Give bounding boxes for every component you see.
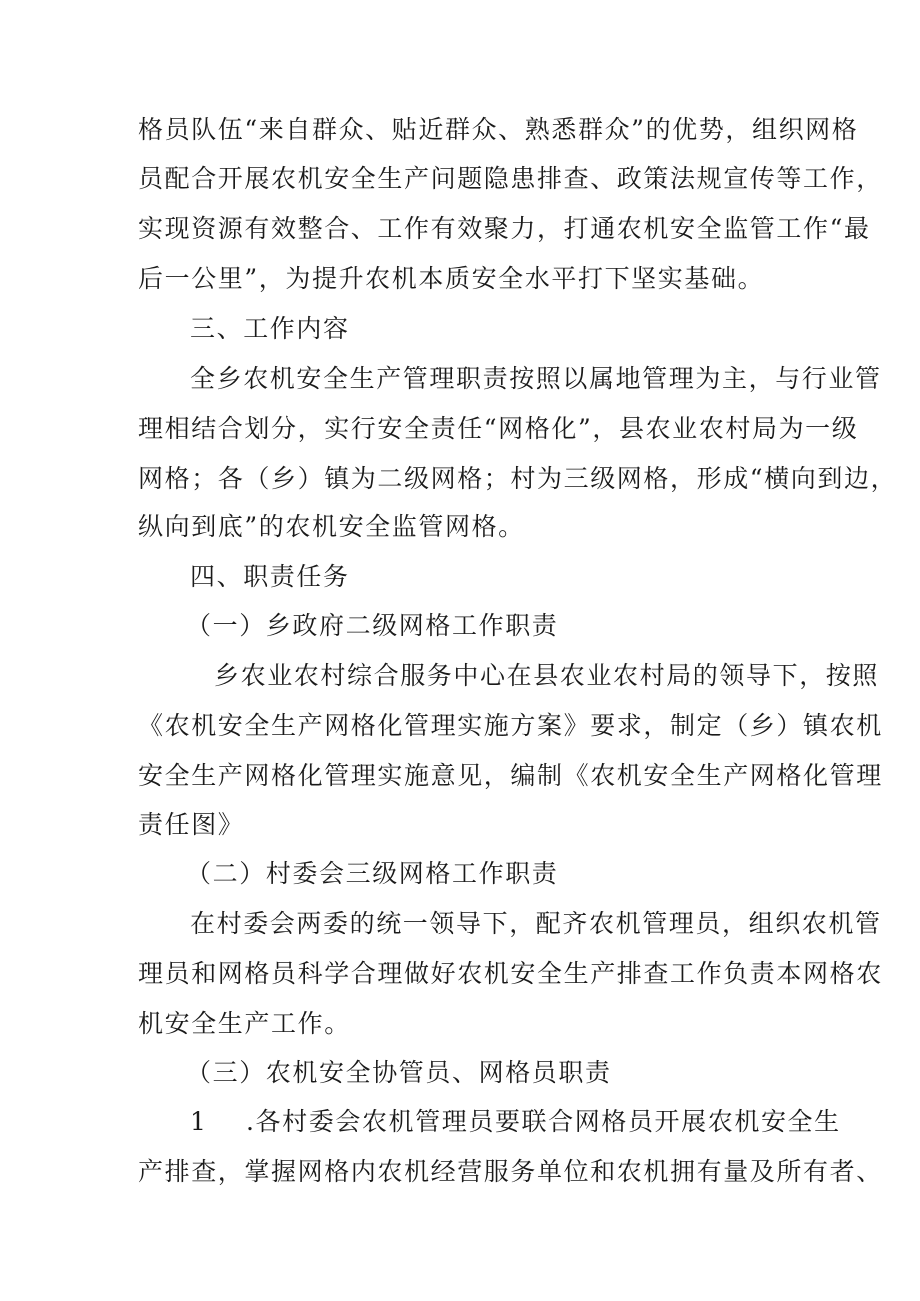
paragraph-line: 责任图》 <box>138 810 245 839</box>
paragraph-line: 格员队伍“来自群众、贴近群众、熟悉群众”的优势，组织网格 <box>138 115 859 144</box>
paragraph-line: 实现资源有效整合、工作有效聚力，打通农机安全监管工作“最 <box>138 214 871 243</box>
item-text: .各村委会农机管理员要联合网格员开展农机安全生 <box>246 1107 841 1136</box>
section-heading: 四、职责任务 <box>190 562 350 591</box>
subsection-heading: （一）乡政府二级网格工作职责 <box>186 611 559 640</box>
paragraph-line: 机安全生产工作。 <box>138 1009 351 1038</box>
section-heading: 三、工作内容 <box>190 314 350 343</box>
paragraph-line: 安全生产网格化管理实施意见，编制《农机安全生产网格化管理 <box>138 761 883 790</box>
paragraph-line: 全乡农机安全生产管理职责按照以属地管理为主，与行业管 <box>190 364 882 393</box>
paragraph-line: 《农机安全生产网格化管理实施方案》要求，制定（乡）镇农机 <box>138 711 883 740</box>
numbered-item-line <box>190 1105 850 1139</box>
paragraph-line: 员配合开展农机安全生产问题隐患排查、政策法规宣传等工作， <box>138 164 883 193</box>
paragraph-line: 理员和网格员科学合理做好农机安全生产排查工作负责本网格农 <box>138 959 883 988</box>
item-number: 1 <box>190 1107 208 1136</box>
paragraph-line: 在村委会两委的统一领导下，配齐农机管理员，组织农机管 <box>190 909 882 938</box>
paragraph-line: 产排查，掌握网格内农机经营服务单位和农机拥有量及所有者、 <box>138 1157 883 1186</box>
paragraph-line: 理相结合划分，实行安全责任“网格化”，县农业农村局为一级 <box>138 414 859 443</box>
subsection-heading: （三）农机安全协管员、网格员职责 <box>186 1058 612 1087</box>
paragraph-line: 网格；各（乡）镇为二级网格；村为三级网格，形成“横向到边， <box>138 464 898 493</box>
paragraph-line: 后一公里”，为提升农机本质安全水平打下坚实基础。 <box>138 264 765 293</box>
paragraph-line: 纵向到底”的农机安全监管网格。 <box>138 512 525 541</box>
subsection-heading: （二）村委会三级网格工作职责 <box>186 859 559 888</box>
paragraph-line: 乡农业农村综合服务中心在县农业农村局的领导下，按照 <box>214 661 880 690</box>
